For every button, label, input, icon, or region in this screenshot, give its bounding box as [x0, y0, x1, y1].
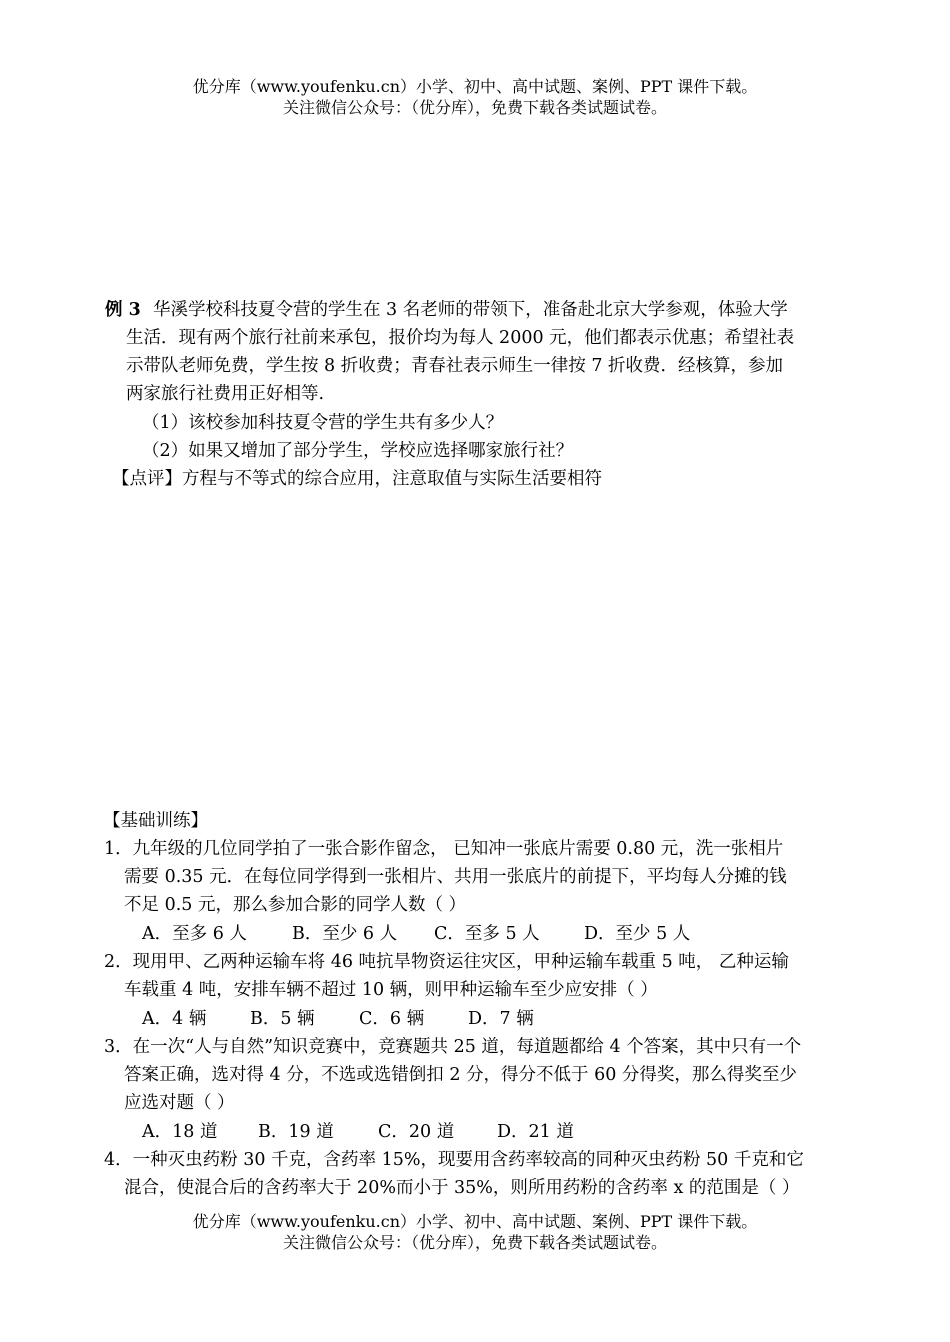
example-3-comment: 【点评】方程与不等式的综合应用，注意取值与实际生活要相符 [112, 469, 602, 489]
question-2-option-b: B．5 辆 [250, 1009, 315, 1029]
question-3-option-b: B．19 道 [258, 1122, 334, 1142]
question-3-option-c: C．20 道 [378, 1122, 455, 1142]
example-3-question-2: （2）如果又增加了部分学生，学校应选择哪家旅行社？ [142, 441, 574, 461]
question-1-option-c: C．至多 5 人 [434, 924, 540, 944]
question-2-option-a: A．4 辆 [142, 1009, 207, 1029]
header-line-2: 关注微信公众号：（优分库），免费下载各类试题试卷。 [282, 98, 667, 117]
header-line-1: 优分库（www.youfenku.cn）小学、初中、高中试题、案例、PPT 课件下载。 [192, 77, 758, 96]
question-3-line: 答案正确，选对得 4 分，不选或选错倒扣 2 分，得分不低于 60 分得奖，那么得奖至少 [124, 1065, 797, 1085]
question-1-option-d: D．至少 5 人 [584, 924, 691, 944]
page-footer [0, 1211, 950, 1253]
question-3-line: 应选对题（ ） [124, 1093, 235, 1113]
example-3-line: 两家旅行社费用正好相等. [126, 384, 325, 404]
footer-line-1: 优分库（www.youfenku.cn）小学、初中、高中试题、案例、PPT 课件下载。 [192, 1212, 758, 1231]
question-3-line: 3．在一次“人与自然”知识竞赛中，竞赛题共 25 道，每道题都给 4 个答案，其中只有一个 [104, 1037, 802, 1057]
question-1-option-a: A．至多 6 人 [142, 924, 247, 944]
question-1-line: 需要 0.35 元．在每位同学得到一张相片、共用一张底片的前提下，平均每人分摊的钱 [124, 867, 787, 887]
question-2-option-c: C．6 辆 [359, 1009, 425, 1029]
question-2-line: 2．现用甲、乙两种运输车将 46 吨抗旱物资运往灾区，甲种运输车载重 5 吨， 乙种运输 [104, 952, 789, 972]
question-1-line: 1．九年级的几位同学拍了一张合影作留念， 已知冲一张底片需要 0.80 元，洗一张相片 [104, 839, 784, 859]
example-3-line: 华溪学校科技夏令营的学生在 3 名老师的带领下，准备赴北京大学参观，体验大学 [153, 300, 788, 320]
page-header [0, 76, 950, 118]
example-3-line: 示带队老师免费，学生按 8 折收费；青春社表示师生一律按 7 折收费．经核算，参加 [126, 356, 784, 376]
footer-line-2: 关注微信公众号：（优分库），免费下载各类试题试卷。 [282, 1233, 667, 1252]
example-3-line: 生活．现有两个旅行社前来承包，报价均为每人 2000 元，他们都表示优惠；希望社表 [126, 328, 795, 348]
question-4-line: 混合，使混合后的含药率大于 20%而小于 35%，则所用药粉的含药率 x 的范围是（ ） [124, 1178, 800, 1198]
question-2-line: 车载重 4 吨，安排车辆不超过 10 辆，则甲种运输车至少应安排（ ） [124, 980, 658, 1000]
question-3-option-d: D．21 道 [497, 1122, 574, 1142]
question-4-line: 4．一种灭虫药粉 30 千克，含药率 15%，现要用含药率较高的同种灭虫药粉 50 千克和它 [104, 1150, 804, 1170]
section-title: 【基础训练】 [103, 811, 208, 831]
example-3-question-1: （1）该校参加科技夏令营的学生共有多少人？ [142, 413, 504, 433]
question-1-line: 不足 0.5 元，那么参加合影的同学人数（ ） [124, 895, 467, 915]
question-1-option-b: B．至少 6 人 [292, 924, 398, 944]
question-2-option-d: D．7 辆 [468, 1009, 534, 1029]
question-3-option-a: A．18 道 [142, 1122, 218, 1142]
example-3-label: 例 3 [105, 300, 141, 320]
